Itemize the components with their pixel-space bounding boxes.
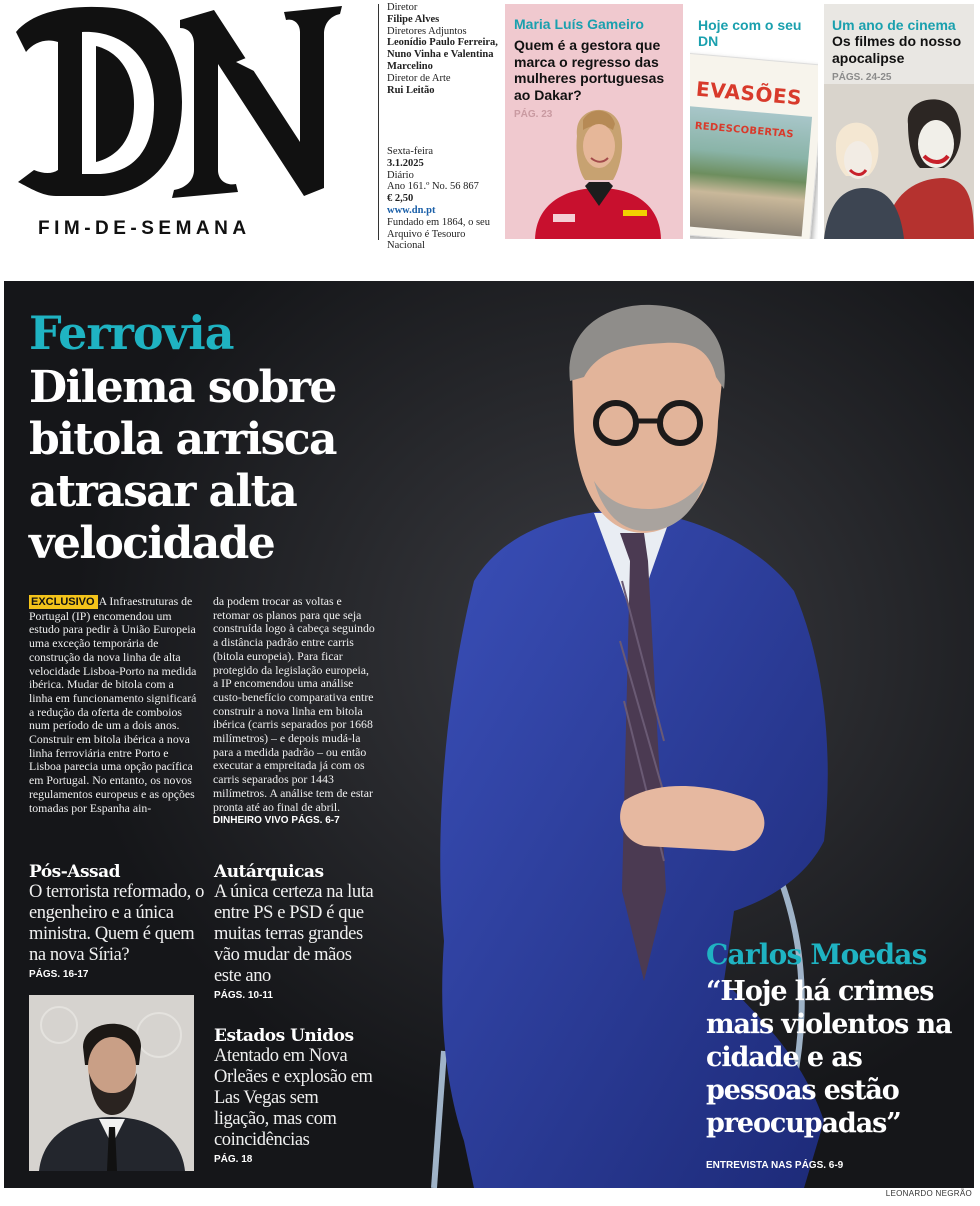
- issue-periodicity: Diário: [387, 169, 414, 181]
- staff-name: Rui Leitão: [387, 84, 435, 96]
- lead-body-text: da podem trocar as voltas e retomar os planos para que seja construída logo à cabeça seguindo a distância padrão entre carris (bitola europeia). Para ficar protegido da legislação europeia, a IP encomendou uma análise custo-benefício comparativa entre construir a nova linha em bitola ibérica (carris separados por 1668 milímetros) – e depois mudá-la para a medida padrão – ou então executar a empreitada já com os carris separados por 1443 milímetros. A análise tem de estar pronta até ao final de abril.: [213, 594, 375, 814]
- interview-page: ENTREVISTA NAS PÁGS. 6-9: [706, 1160, 844, 1171]
- lead-kicker: Ferrovia: [29, 306, 234, 360]
- dn-logo: [4, 2, 349, 202]
- magazine-title: EVASÕES: [695, 76, 803, 110]
- edition-label: FIM-DE-SEMANA: [38, 218, 251, 239]
- issue-price: € 2,50: [387, 193, 414, 205]
- brief-text: O terrorista reformado, o engenheiro e a única ministra. Quem é quem na nova Síria?: [29, 882, 204, 965]
- brief-text: A única certeza na luta entre PS e PSD é que muitas terras grandes vão mudar de mãos este ano: [214, 882, 374, 986]
- photo-credit: LEONARDO NEGRÃO: [885, 1189, 972, 1198]
- brief-pos-assad[interactable]: [29, 862, 204, 980]
- brief-kicker: Pós-Assad: [29, 862, 121, 882]
- brief-kicker: Autárquicas: [214, 862, 324, 882]
- teaser-page: PÁG. 23: [514, 109, 553, 120]
- lead-body-column-2: [213, 595, 375, 828]
- issue-number: Ano 161.º No. 56 867: [387, 181, 479, 193]
- brief-page: PÁGS. 10-11: [214, 990, 273, 1001]
- teaser-dakar[interactable]: [505, 4, 683, 239]
- issue-date: 3.1.2025: [387, 157, 424, 169]
- teaser-headline: Quem é a gestora que marca o regresso das mulheres portuguesas ao Dakar?: [514, 37, 665, 103]
- staff-role: Diretor de Arte: [387, 72, 451, 84]
- issue-weekday: Sexta-feira: [387, 146, 434, 157]
- brief-text: Atentado em Nova Orleães e explosão em Las Vegas sem ligação, mas com coincidências: [214, 1046, 373, 1150]
- teaser-kicker: Maria Luís Gameiro: [514, 16, 644, 32]
- masthead-divider: [378, 4, 379, 240]
- magazine-cover-line: REDESCOBERTAS: [694, 120, 795, 141]
- staff-name: Filipe Alves: [387, 13, 440, 25]
- staff-role: Diretores Adjuntos: [387, 25, 467, 37]
- lead-source: DINHEIRO VIVO PÁGS. 6-7: [213, 815, 340, 827]
- issue-founded: Fundado em 1864, o seu Arquivo é Tesouro Nacional: [387, 216, 490, 252]
- interview-kicker: Carlos Moedas: [706, 938, 927, 971]
- staff-role: Diretor: [387, 2, 418, 13]
- lead-headline[interactable]: Dilema sobre bitola arrisca atrasar alta velocidade: [29, 362, 336, 569]
- interview-quote[interactable]: “Hoje há crimes mais violentos na cidade e as pessoas estão preocupadas”: [706, 976, 952, 1139]
- teaser-cinema[interactable]: [824, 4, 974, 239]
- teaser-kicker: Hoje com o seu DN: [698, 17, 802, 49]
- lead-body-text: A Infraestruturas de Portugal (IP) encomendou um estudo para pedir à União Europeia uma exceção temporária de construção da nova linha de alta velocidade Lisboa-Porto na medida ibérica. Mudar de bitola com a linha em funcionamento significará a redução da oferta de comboios num período de um a dois anos. Construir em bitola ibérica a nova linha ferroviária entre Porto e Lisboa parecia uma opção pacífica em Portugal. No entanto, os novos regulamentos europeus e as opções tomadas por Espanha ain-: [29, 594, 197, 815]
- syria-leader-photo: [29, 995, 194, 1171]
- teaser-headline: Os filmes do nosso apocalipse: [832, 33, 962, 66]
- brief-estados-unidos[interactable]: [214, 1026, 374, 1165]
- lead-body-column-1: [29, 595, 199, 815]
- magazine-cover-image: [690, 52, 818, 239]
- issue-website[interactable]: www.dn.pt: [387, 204, 436, 216]
- issue-info: [387, 146, 502, 252]
- brief-page: PÁGS. 16-17: [29, 969, 89, 980]
- teaser-evasoes[interactable]: [690, 4, 818, 239]
- joker-film-still-image: [824, 84, 974, 239]
- brief-autarquicas[interactable]: [214, 862, 374, 1001]
- staff-name: Leonídio Paulo Ferreira, Nuno Vinha e Valentina Marcelino: [387, 37, 498, 72]
- exclusive-tag: EXCLUSIVO: [29, 595, 98, 609]
- brief-kicker: Estados Unidos: [214, 1026, 354, 1046]
- driver-portrait-image: [525, 96, 665, 239]
- teaser-kicker: Um ano de cinema: [832, 17, 956, 33]
- brief-page: PÁG. 18: [214, 1154, 253, 1165]
- staff-box: [387, 2, 502, 96]
- teaser-page: PÁGS. 24-25: [832, 72, 892, 83]
